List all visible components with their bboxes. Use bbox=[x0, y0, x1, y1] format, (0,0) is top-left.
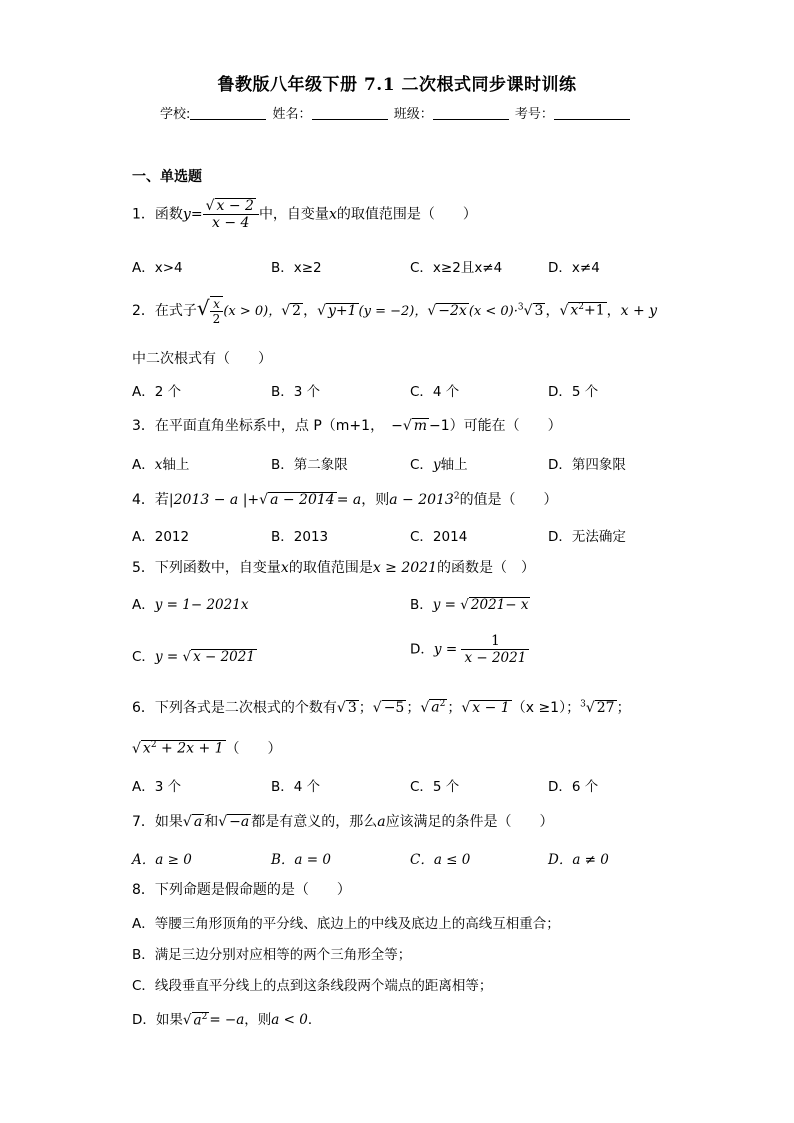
q6-option-a[interactable]: A．3 个 bbox=[132, 779, 182, 795]
question-5 bbox=[132, 557, 535, 577]
q6-rad-3: a bbox=[431, 700, 440, 716]
q4-stem-mid: ，则 bbox=[361, 492, 390, 508]
q3-option-b[interactable]: B．第二象限 bbox=[271, 457, 348, 473]
section-heading: 一、单选题 bbox=[132, 169, 202, 185]
q5-b-label: B． bbox=[410, 597, 433, 613]
q5-d-fraction bbox=[461, 633, 529, 666]
q8-d-cond: a < 0 bbox=[271, 1012, 308, 1028]
q4-expr: a − 2013 bbox=[389, 492, 454, 508]
question-1 bbox=[132, 198, 477, 231]
q1-fraction bbox=[203, 198, 259, 231]
q7-option-c[interactable]: C．a ≤ 0 bbox=[410, 852, 471, 868]
q8-d-radicand: a bbox=[193, 1012, 202, 1028]
q1-option-b[interactable]: B．x≥2 bbox=[271, 260, 322, 276]
q2-expr-7: x + y bbox=[620, 303, 658, 319]
q4-option-a[interactable]: A．2012 bbox=[132, 529, 190, 545]
q7-stem-mid: 都是有意义的，那么 bbox=[251, 814, 378, 830]
q2-expr-5: 3 bbox=[534, 303, 544, 319]
q6-option-d[interactable]: D．6 个 bbox=[548, 779, 599, 795]
q2-option-b[interactable]: B．3 个 bbox=[271, 384, 321, 400]
q1-equals: = bbox=[190, 206, 203, 223]
q3-c-text: 轴上 bbox=[440, 457, 468, 473]
q2-option-c[interactable]: C．4 个 bbox=[410, 384, 460, 400]
q6-rad-6: x bbox=[142, 741, 151, 757]
q8-option-c[interactable]: C．线段垂直平分线上的点到这条线段两个端点的距离相等； bbox=[132, 978, 493, 994]
q2-expr-6-b: +1 bbox=[584, 303, 605, 319]
q5-option-a[interactable] bbox=[132, 593, 248, 613]
q4-option-d[interactable]: D．无法确定 bbox=[548, 529, 626, 545]
q1-var-y: y bbox=[182, 206, 191, 223]
q3-option-c[interactable] bbox=[410, 453, 468, 473]
q7-option-a[interactable]: A．a ≥ 0 bbox=[132, 852, 192, 868]
q8-d-end: ． bbox=[307, 1012, 322, 1028]
q6-rad-2: −5 bbox=[383, 700, 405, 716]
q2-option-d[interactable]: D．5 个 bbox=[548, 384, 599, 400]
q5-c-label: C． bbox=[132, 649, 155, 665]
q8-d-label: D．如果 bbox=[132, 1012, 183, 1028]
q3-a-var: x bbox=[154, 457, 163, 473]
q2-cube-index: 3 bbox=[517, 302, 524, 313]
q6-stem-line2: √ $x^2 + 2x + 1$ （ ） bbox=[132, 740, 282, 757]
q6-stem-prefix: 6．下列各式是二次根式的个数有 bbox=[132, 700, 337, 716]
q5-d-label: D． bbox=[410, 641, 434, 658]
q5-option-b[interactable]: B．y = √ 2021− x bbox=[410, 597, 529, 613]
q6-rad-1: 3 bbox=[347, 700, 357, 716]
q3-stem-end: −1）可能在（ ） bbox=[429, 418, 562, 434]
question-8: 8．下列命题是假命题的是（ ） bbox=[132, 882, 351, 898]
q4-stem-prefix: 4．若 bbox=[132, 492, 169, 508]
q7-option-d[interactable]: D．a ≠ 0 bbox=[548, 852, 609, 868]
q2-expr-2: 2 bbox=[292, 303, 302, 319]
q2-expr-6-sup: 2 bbox=[578, 302, 584, 313]
q2-sep-1: ， bbox=[303, 303, 318, 319]
q1-denominator: x − 4 bbox=[212, 215, 250, 232]
q3-option-d[interactable]: D．第四象限 bbox=[548, 457, 626, 473]
q5-b-radicand: 2021− x bbox=[470, 597, 529, 613]
q8-d-equals: = −a bbox=[209, 1012, 245, 1028]
q2-sep-5: ， bbox=[545, 303, 560, 319]
school-blank[interactable] bbox=[190, 107, 266, 120]
q5-stem-prefix: 5．下列函数中，自变量 bbox=[132, 560, 281, 576]
q6-rad-6-b: + 2x + 1 bbox=[156, 741, 224, 757]
q2-expr-3: y+1 bbox=[327, 303, 357, 319]
q8-option-d[interactable]: D．如果√ $a^2 = -a$，则a < 0． bbox=[132, 1011, 322, 1028]
q1-stem-prefix: 1．函数 bbox=[132, 206, 183, 223]
q7-rad-1: a bbox=[193, 814, 203, 830]
q2-frac-num: x bbox=[210, 297, 224, 312]
q2-cond-4: (x < 0)· bbox=[468, 304, 518, 319]
q2-stem-prefix: 2．在式子 bbox=[132, 303, 197, 319]
q6-rad-5: 27 bbox=[596, 700, 615, 716]
q6-rad-6-sup: 2 bbox=[150, 740, 157, 751]
q6-cube-index: 3 bbox=[580, 699, 586, 710]
q6-sep-2: ； bbox=[406, 700, 421, 716]
q2-frac bbox=[210, 296, 224, 326]
question-4: 4．若|2013 − a |+√ a − 2014 = a，则$a - 2013^2$的值是（ ） bbox=[132, 491, 558, 508]
exam-no-blank[interactable] bbox=[554, 107, 630, 120]
q4-option-c[interactable]: C．2014 bbox=[410, 529, 468, 545]
q5-option-d[interactable] bbox=[410, 633, 529, 666]
q6-rad-3-sup: 2 bbox=[439, 699, 446, 710]
question-2: 2．在式子√ $\frac{x}{2}$ (x > 0)，√ 2 ，√ y+1 (y = −2)，√ −2x (x < 0)·$^3$√ 3 ，√ $x^2+1$ ，x + y bbox=[132, 296, 658, 326]
q7-rad-2: −a bbox=[229, 814, 250, 830]
q1-num-radicand: x − 2 bbox=[216, 198, 254, 214]
q5-d-den: x − 2021 bbox=[464, 650, 527, 666]
question-7: 7．如果√ a 和√ −a 都是有意义的，那么a应该满足的条件是（ ） bbox=[132, 814, 554, 830]
q5-cond: x ≥ 2021 bbox=[372, 560, 437, 576]
q6-sep-3: ； bbox=[447, 700, 462, 716]
school-label: 学校: bbox=[160, 107, 191, 122]
q2-option-a[interactable]: A．2 个 bbox=[132, 384, 182, 400]
q5-c-radicand: x − 2021 bbox=[193, 649, 255, 665]
q5-d-num: 1 bbox=[461, 633, 529, 650]
q1-option-d[interactable]: D．x≠4 bbox=[548, 260, 600, 276]
q4-stem-end: 的值是（ ） bbox=[459, 492, 558, 508]
q6-stem-end: （ ） bbox=[225, 741, 282, 757]
name-label: 姓名： bbox=[272, 107, 312, 122]
q8-option-b[interactable]: B．满足三边分别对应相等的两个三角形全等； bbox=[132, 947, 412, 963]
class-label: 班级： bbox=[393, 107, 433, 122]
exam-no-label: 考号： bbox=[514, 107, 554, 122]
q4-option-b[interactable]: B．2013 bbox=[271, 529, 329, 545]
q3-a-text: 轴上 bbox=[162, 457, 190, 473]
q5-stem-mid: 的取值范围是 bbox=[288, 560, 373, 576]
q5-stem-end: 的函数是（ ） bbox=[436, 560, 535, 576]
q2-stem-line2: 中二次根式有（ ） bbox=[132, 351, 272, 367]
class-blank[interactable] bbox=[433, 107, 509, 120]
q1-stem-end: 的取值范围是（ ） bbox=[336, 206, 477, 223]
q5-a-label: A． bbox=[132, 597, 155, 613]
q2-sep-6: ， bbox=[606, 303, 621, 319]
page-title: 鲁教版八年级下册 7.1 二次根式同步课时训练 bbox=[217, 75, 577, 95]
q4-equals: = a bbox=[336, 492, 362, 508]
question-6: 6．下列各式是二次根式的个数有√ 3 ；√ −5 ；√ $a^2$ ；√ x − 1 （x ≥1）；$^3$√ 27 ； bbox=[132, 699, 631, 716]
q6-rad-4: x − 1 bbox=[472, 700, 510, 716]
q4-abs: |2013 − a |+ bbox=[168, 492, 260, 508]
q1-numerator: √ x − 2 bbox=[203, 198, 259, 215]
q4-radicand: a − 2014 bbox=[270, 492, 335, 508]
q6-option-b[interactable]: B．4 个 bbox=[271, 779, 321, 795]
student-info-line bbox=[160, 103, 660, 122]
q3-c-label: C． bbox=[410, 457, 433, 473]
q5-b-lhs: y = bbox=[432, 597, 456, 613]
q1-var-x: x bbox=[328, 206, 337, 223]
q5-option-c[interactable]: C．y = √ x − 2021 bbox=[132, 649, 255, 665]
q7-and: 和 bbox=[204, 814, 219, 830]
q2-frac-den: 2 bbox=[212, 312, 221, 326]
q5-c-lhs: y = bbox=[154, 649, 179, 665]
q7-stem-end: 应该满足的条件是（ ） bbox=[385, 814, 554, 830]
name-blank[interactable] bbox=[312, 107, 388, 120]
q3-c-var: y bbox=[432, 457, 441, 473]
q4-sup: 2 bbox=[453, 491, 460, 502]
q1-option-c[interactable]: C．x≥2且x≠4 bbox=[410, 260, 503, 276]
q2-cond-3: (y = −2)， bbox=[358, 304, 428, 319]
q7-stem-prefix: 7．如果 bbox=[132, 814, 183, 830]
q2-cond-1: (x > 0)， bbox=[223, 304, 282, 319]
q5-var-x: x bbox=[280, 560, 289, 576]
q7-var-a: a bbox=[377, 814, 386, 830]
q6-cond-4: （x ≥1）； bbox=[511, 700, 581, 716]
q6-sep-5: ； bbox=[616, 700, 631, 716]
question-3: 3．在平面直角坐标系中，点 P（m+1， −√ m −1）可能在（ ） bbox=[132, 418, 562, 434]
q5-d-lhs: y = bbox=[433, 641, 458, 658]
q3-a-label: A． bbox=[132, 457, 155, 473]
q3-radicand: m bbox=[413, 418, 428, 434]
q2-expr-4: −2x bbox=[438, 303, 467, 319]
q7-option-b[interactable]: B．a = 0 bbox=[271, 852, 331, 868]
q3-stem-prefix: 3．在平面直角坐标系中，点 P（m+1， − bbox=[132, 418, 403, 434]
q6-sep-1: ； bbox=[358, 700, 373, 716]
q1-stem-mid: 中，自变量 bbox=[258, 206, 329, 223]
q1-option-a[interactable]: A．x>4 bbox=[132, 260, 183, 276]
q8-d-mid: ，则 bbox=[244, 1012, 272, 1028]
q3-option-a[interactable] bbox=[132, 453, 189, 473]
q8-d-sup: 2 bbox=[201, 1011, 208, 1022]
q6-option-c[interactable]: C．5 个 bbox=[410, 779, 460, 795]
q8-option-a[interactable]: A．等腰三角形顶角的平分线、底边上的中线及底边上的高线互相重合； bbox=[132, 916, 560, 932]
q5-a-expr: y = 1− 2021x bbox=[154, 597, 249, 613]
q2-expr-6: x bbox=[570, 303, 579, 319]
